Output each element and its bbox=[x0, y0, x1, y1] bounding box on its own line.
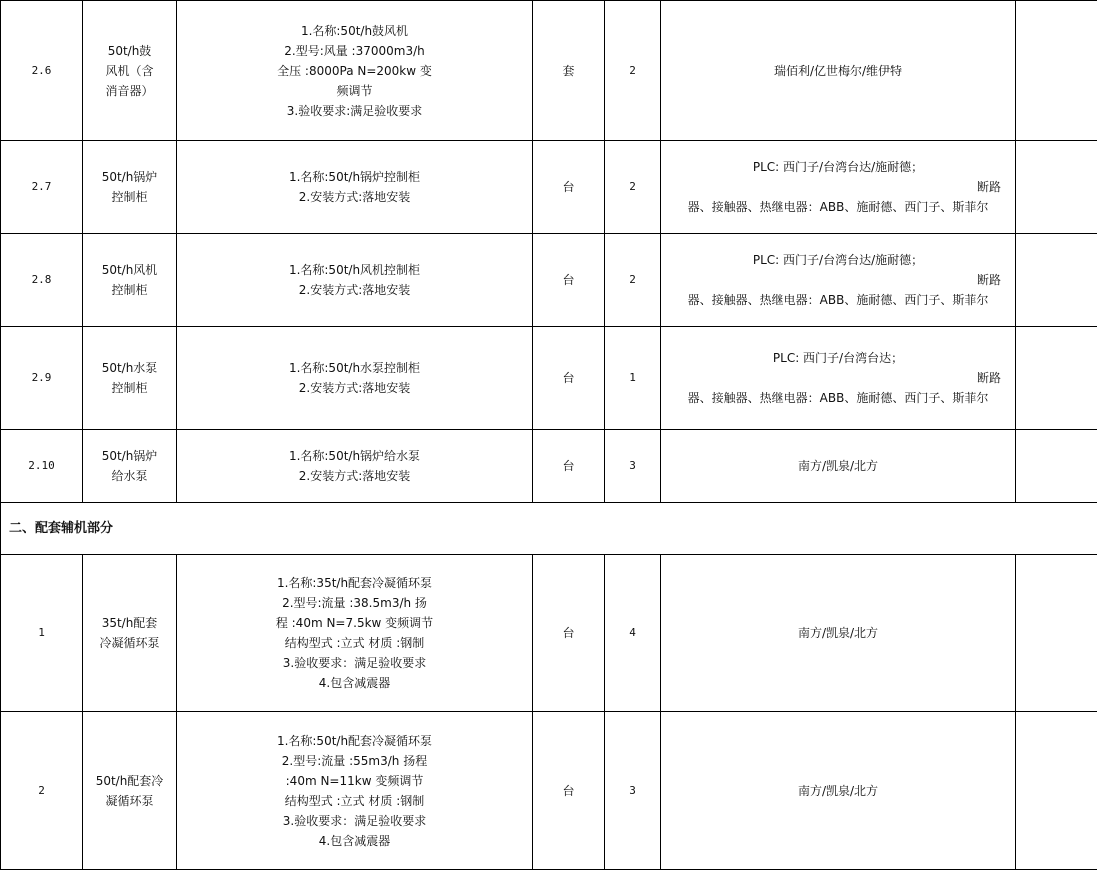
table-row bbox=[1, 327, 1097, 430]
item-manufacturer: PLC: 西门子/台湾台达； 断路 器、接触器、热继电器：ABB、施耐德、西门子、斯菲尔 bbox=[661, 327, 1016, 430]
item-spec: 1.名称:50t/h风机控制柜 2.安装方式:落地安装 bbox=[177, 234, 533, 327]
item-name-line: 控制柜 bbox=[111, 283, 148, 297]
item-unit: 台 bbox=[533, 234, 605, 327]
item-manufacturer: PLC: 西门子/台湾台达/施耐德； 断路 器、接触器、热继电器：ABB、施耐德、西门子、斯菲尔 bbox=[661, 141, 1016, 234]
item-unit: 台 bbox=[533, 141, 605, 234]
item-qty: 3 bbox=[605, 712, 661, 870]
item-remark bbox=[1016, 430, 1097, 503]
item-spec: 1.名称:50t/h水泵控制柜 2.安装方式:落地安装 bbox=[177, 327, 533, 430]
item-name-line: 50t/h配套冷 bbox=[95, 773, 164, 788]
item-qty: 2 bbox=[605, 234, 661, 327]
item-unit: 台 bbox=[533, 555, 605, 712]
item-remark bbox=[1016, 141, 1097, 234]
item-name bbox=[83, 712, 177, 870]
item-remark bbox=[1016, 555, 1097, 712]
item-number: 2 bbox=[1, 712, 83, 870]
item-name-line: 50t/h风机 bbox=[101, 263, 158, 277]
item-remark bbox=[1016, 327, 1097, 430]
item-name bbox=[83, 234, 177, 327]
item-number: 2.9 bbox=[1, 327, 83, 430]
item-name-line: 50t/h锅炉 bbox=[101, 170, 158, 184]
item-remark bbox=[1016, 712, 1097, 870]
item-manufacturer: 南方/凯泉/北方 bbox=[661, 712, 1016, 870]
item-spec: 1.名称:35t/h配套冷凝循环泵 2.型号:流量 :38.5m3/h 扬 程 :40m N=7.5kw 变频调节 结构型式 :立式 材质 :钢制 3.验收要求：满足验收要求 4.包含减震器 bbox=[177, 555, 533, 712]
item-unit: 套 bbox=[533, 1, 605, 141]
item-qty: 2 bbox=[605, 141, 661, 234]
item-remark bbox=[1016, 234, 1097, 327]
item-name bbox=[83, 1, 177, 141]
item-number: 2.10 bbox=[1, 430, 83, 503]
item-unit: 台 bbox=[533, 430, 605, 503]
item-manufacturer: PLC: 西门子/台湾台达/施耐德； 断路 器、接触器、热继电器：ABB、施耐德、西门子、斯菲尔 bbox=[661, 234, 1016, 327]
item-name-line: 给水泵 bbox=[111, 469, 148, 483]
item-name-line: 风机（含 bbox=[105, 63, 154, 78]
item-number: 2.7 bbox=[1, 141, 83, 234]
table-row bbox=[1, 1, 1097, 141]
table-row bbox=[1, 712, 1097, 870]
item-spec: 1.名称:50t/h鼓风机 2.型号:风量 :37000m3/h 全压 :8000Pa N=200kw 变 频调节 3.验收要求:满足验收要求 bbox=[177, 1, 533, 141]
item-spec: 1.名称:50t/h配套冷凝循环泵 2.型号:流量 :55m3/h 扬程 :40m N=11kw 变频调节 结构型式 :立式 材质 :钢制 3.验收要求：满足验收要求 4.包含减震器 bbox=[177, 712, 533, 870]
table-row bbox=[1, 234, 1097, 327]
table-row bbox=[1, 430, 1097, 503]
item-name-line: 冷凝循环泵 bbox=[99, 636, 160, 650]
item-remark bbox=[1016, 1, 1097, 141]
item-name bbox=[83, 555, 177, 712]
item-name-line: 控制柜 bbox=[111, 190, 148, 204]
item-spec: 1.名称:50t/h锅炉给水泵 2.安装方式:落地安装 bbox=[177, 430, 533, 503]
item-qty: 3 bbox=[605, 430, 661, 503]
item-name-line: 50t/h鼓 bbox=[107, 43, 152, 58]
item-name bbox=[83, 327, 177, 430]
item-name-line: 凝循环泵 bbox=[105, 793, 154, 808]
table-row bbox=[1, 141, 1097, 234]
item-number: 2.6 bbox=[1, 1, 83, 141]
item-manufacturer: 南方/凯泉/北方 bbox=[661, 430, 1016, 503]
item-manufacturer: 南方/凯泉/北方 bbox=[661, 555, 1016, 712]
item-name-line: 消音器） bbox=[105, 83, 154, 98]
item-qty: 2 bbox=[605, 1, 661, 141]
section-row bbox=[1, 503, 1097, 555]
item-name-line: 50t/h水泵 bbox=[101, 361, 158, 375]
item-name bbox=[83, 430, 177, 503]
item-name bbox=[83, 141, 177, 234]
item-qty: 1 bbox=[605, 327, 661, 430]
item-name-line: 50t/h锅炉 bbox=[101, 449, 158, 463]
item-number: 2.8 bbox=[1, 234, 83, 327]
item-manufacturer: 瑞佰利/亿世梅尔/维伊特 bbox=[661, 1, 1016, 141]
item-number: 1 bbox=[1, 555, 83, 712]
item-name-line: 35t/h配套 bbox=[101, 616, 158, 630]
item-unit: 台 bbox=[533, 712, 605, 870]
item-name-line: 控制柜 bbox=[111, 381, 148, 395]
table-row bbox=[1, 555, 1097, 712]
section-title: 二、配套辅机部分 bbox=[1, 503, 1097, 555]
item-qty: 4 bbox=[605, 555, 661, 712]
item-unit: 台 bbox=[533, 327, 605, 430]
item-spec: 1.名称:50t/h锅炉控制柜 2.安装方式:落地安装 bbox=[177, 141, 533, 234]
